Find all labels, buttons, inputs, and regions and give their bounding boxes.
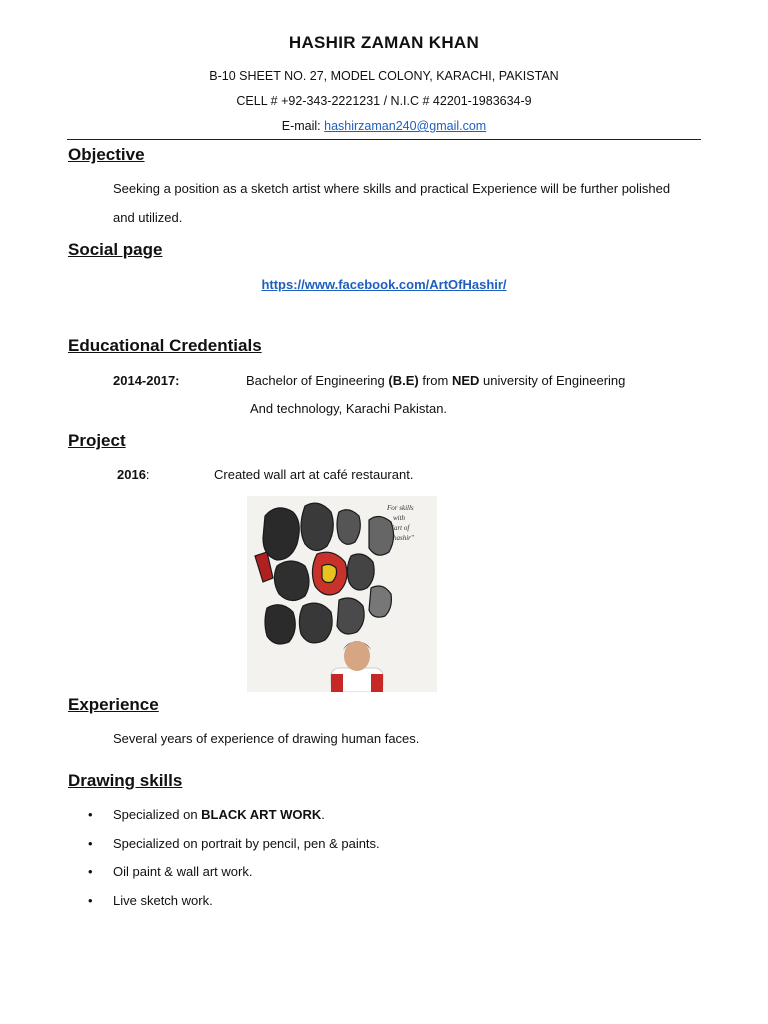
email-line: [0, 119, 768, 133]
skill-item: [88, 807, 380, 836]
project-year-colon: :: [145, 467, 150, 482]
institution-abbr: NED: [451, 373, 480, 388]
skill-item: [88, 893, 380, 922]
project-description: Created wall art at café restaurant.: [214, 467, 414, 482]
svg-text:For skills: For skills: [387, 504, 414, 512]
degree-text: Bachelor of Engineering: [246, 373, 389, 388]
bullet-icon: •: [88, 892, 93, 908]
skill-text: Specialized on BLACK ART WORK.: [113, 807, 325, 822]
project-year: [117, 467, 150, 482]
svg-text:hashir": hashir": [393, 534, 414, 542]
social-link-row: [0, 276, 768, 294]
education-heading: Educational Credentials: [68, 336, 262, 355]
project-heading: Project: [68, 431, 126, 450]
address: B-10 SHEET NO. 27, MODEL COLONY, KARACHI, PAKISTAN: [209, 69, 559, 83]
svg-text:with: with: [393, 514, 406, 522]
experience-heading: Experience: [68, 695, 159, 714]
facebook-link[interactable]: https://www.facebook.com/ArtOfHashir/: [261, 277, 507, 292]
degree-abbr: (B.E): [388, 373, 419, 388]
skill-text: Live sketch work.: [113, 892, 213, 908]
skill-item: [88, 836, 380, 865]
wall-art-photo: [247, 496, 437, 692]
email-label: E-mail:: [281, 119, 325, 133]
wall-art-illustration: [247, 496, 437, 692]
candidate-name: HASHIR ZAMAN KHAN: [288, 33, 480, 52]
header-divider: [67, 139, 701, 140]
skills-list: [88, 807, 380, 921]
svg-text:"art of: "art of: [391, 524, 410, 532]
education-years: 2014-2017:: [113, 373, 180, 388]
skills-heading: Drawing skills: [68, 771, 183, 790]
objective-heading: Objective: [68, 145, 145, 164]
education-line-2: And technology, Karachi Pakistan.: [250, 401, 448, 416]
bullet-icon: •: [88, 864, 93, 879]
degree-mid: from: [418, 373, 452, 388]
skill-text: Specialized on portrait by pencil, pen & paints.: [113, 835, 380, 851]
experience-text: Several years of experience of drawing human faces.: [113, 731, 420, 746]
objective-line-2: and utilized.: [113, 210, 183, 225]
social-heading: Social page: [68, 240, 163, 259]
education-degree: [246, 373, 625, 388]
skill-item: [88, 864, 380, 893]
skill-text: Oil paint & wall art work.: [113, 864, 253, 879]
degree-post: university of Engineering: [479, 373, 626, 388]
email-link[interactable]: hashirzaman240@gmail.com: [324, 119, 487, 133]
bullet-icon: •: [88, 835, 93, 851]
bullet-icon: •: [88, 807, 93, 822]
contact-line: CELL # +92-343-2221231 / N.I.C # 42201-1983634-9: [236, 94, 532, 108]
project-year-value: 2016: [117, 467, 146, 482]
objective-line-1: Seeking a position as a sketch artist where skills and practical Experience will be further polished: [113, 181, 671, 196]
